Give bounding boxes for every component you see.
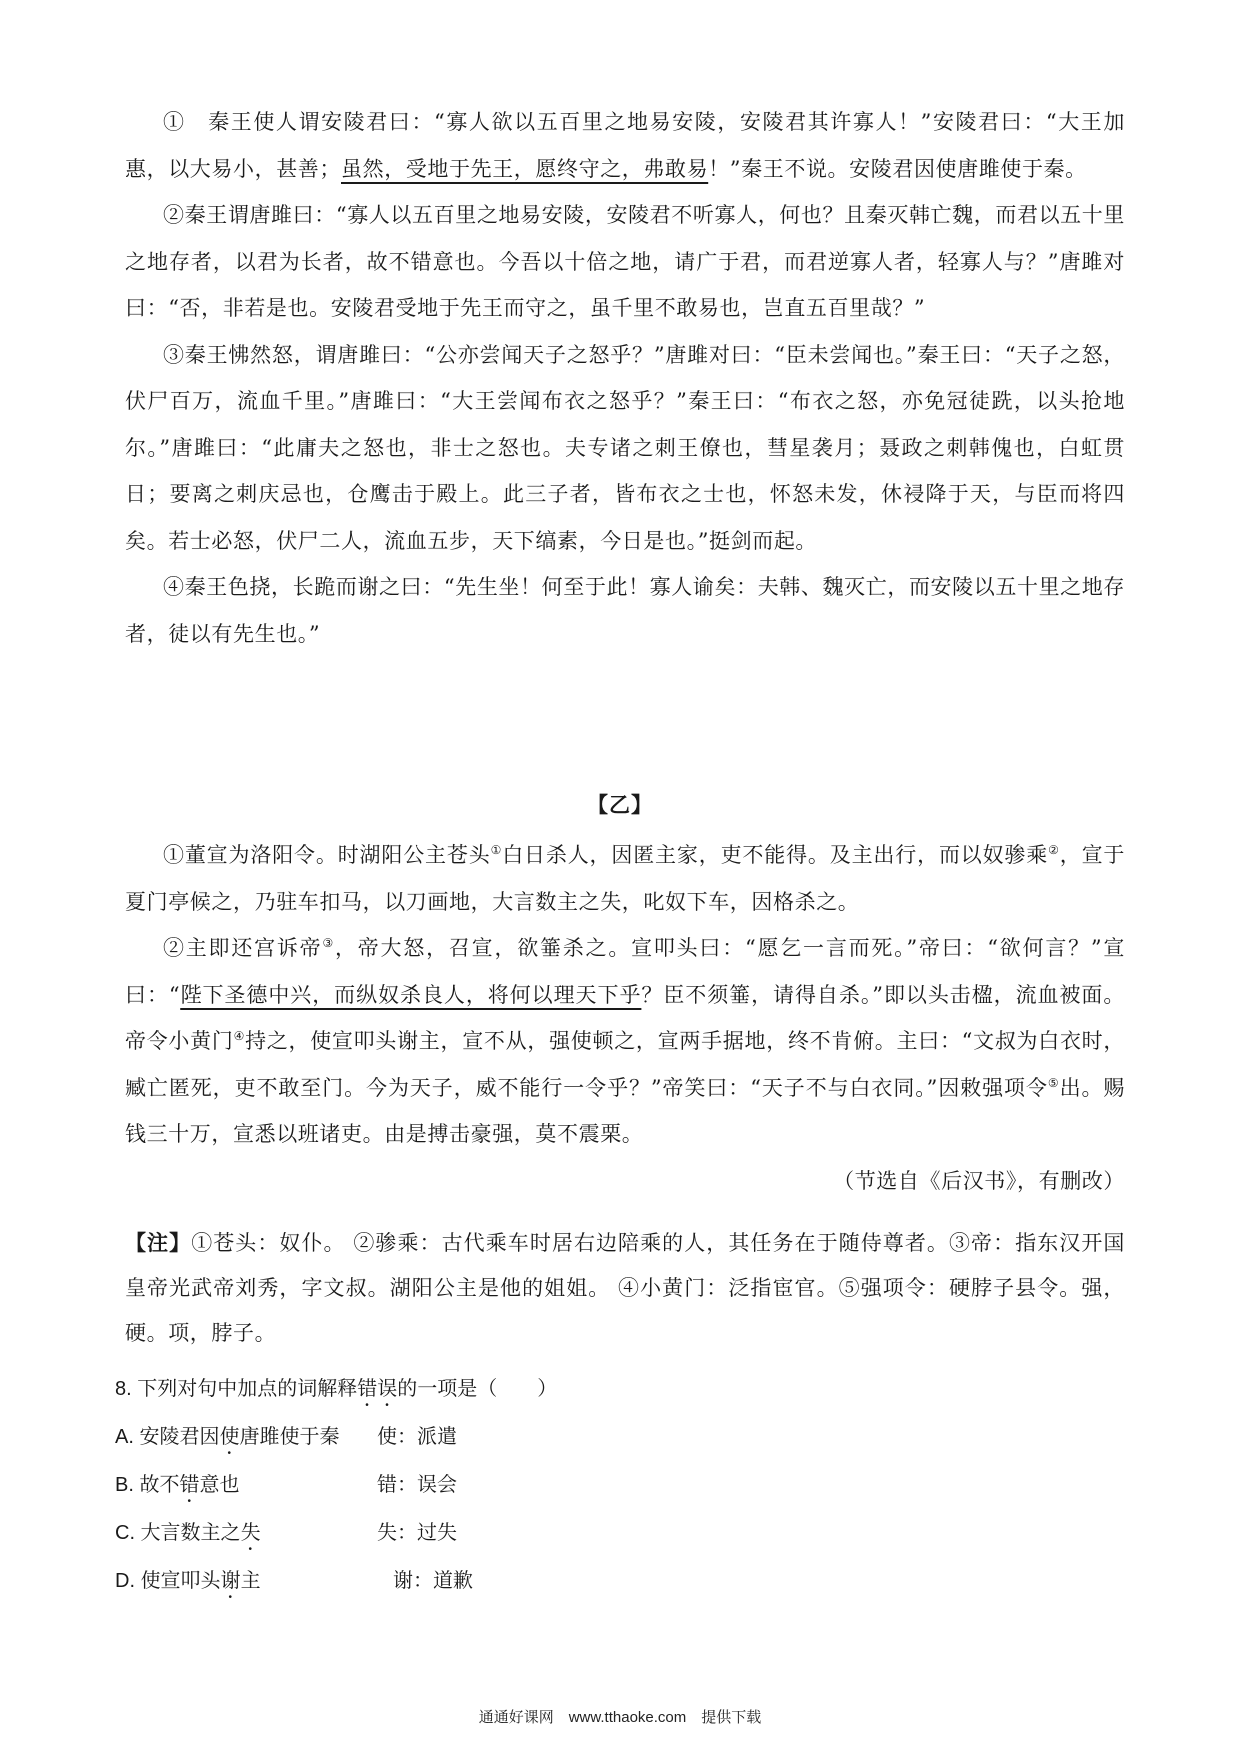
page-footer: 通通好课网 www.tthaoke.com 提供下载 [478,1709,762,1726]
passage-yi [125,832,1125,1204]
footnote-marker: ② [1048,843,1060,857]
option-gloss: 谢：道歉 [393,1570,473,1592]
option-d[interactable]: D. 使宣叩头谢主 谢：道歉 [115,1557,1125,1605]
yi-paragraph-1: ①董宣为洛阳令。时湖阳公主苍头①白日杀人，因匿主家，吏不能得。及主出行，而以奴骖乘②，宣于夏门亭候之，乃驻车扣马，以刀画地，大言数主之失，叱奴下车，因格杀之。 [125,843,1126,914]
option-gloss: 使：派遣 [377,1426,457,1448]
yi-paragraph-2: ②主即还宫诉帝③，帝大怒，召宣，欲箠杀之。宣叩头曰：“愿乞一言而死。”帝曰：“欲何言？”宣曰：“陛下圣德中兴，而纵奴杀良人，将何以理天下乎？臣不须箠，请得自杀。”即以头击楹，流血被面。帝令小黄门④持之，使宣叩头谢主，宣不从，强使顿之，宣两手据地，终不肯俯。主曰：“文叔为白衣时，臧亡匿死，吏不敢至门。今为天子，威不能行一令乎？”帝笑曰：“天子不与白衣同。”因敕强项令⑤出。赐钱三十万，宣悉以班诸吏。由是搏击豪强，莫不震栗。 [125,936,1126,1146]
passage-jia [125,99,1125,657]
question-stem: 8. 下列对句中加点的词解释错误的一项是（ ） [115,1378,558,1400]
option-b[interactable]: B. 故不错意也 错：误会 [115,1461,1125,1509]
source-citation: （节选自《后汉书》，有删改） [833,1168,1125,1193]
jia-paragraph-2: ②秦王谓唐雎曰：“寡人以五百里之地易安陵，安陵君不听寡人，何也？且秦灭韩亡魏，而君以五十里之地存者，以君为长者，故不错意也。今吾以十倍之地，请广于君，而君逆寡人者，轻寡人与？”唐雎对曰：“否，非若是也。安陵君受地于先王而守之，虽千里不敢易也，岂直五百里哉？” [125,203,1125,320]
footnote-marker: ④ [233,1029,246,1043]
annotation-notes [125,1220,1125,1356]
jia-paragraph-1: ① 秦王使人谓安陵君曰：“寡人欲以五百里之地易安陵，安陵君其许寡人！”安陵君曰：“大王加惠，以大易小，甚善；虽然，受地于先王，愿终守之，弗敢易！”秦王不说。安陵君因使唐雎使于秦。 [125,110,1125,181]
option-gloss: 错：误会 [377,1474,457,1496]
option-c[interactable]: C. 大言数主之失 失：过失 [115,1509,1125,1557]
jia-paragraph-3: ③秦王怫然怒，谓唐雎曰：“公亦尝闻天子之怒乎？”唐雎对曰：“臣未尝闻也。”秦王曰：“天子之怒，伏尸百万，流血千里。”唐雎曰：“大王尝闻布衣之怒乎？”秦王曰：“布衣之怒，亦免冠徒跣，以头抢地尔。”唐雎曰：“此庸夫之怒也，非士之怒也。夫专诸之刺王僚也，彗星袭月；聂政之刺韩傀也，白虹贯日；要离之刺庆忌也，仓鹰击于殿上。此三子者，皆布衣之士也，怀怒未发，休祲降于天，与臣而将四矣。若士必怒，伏尸二人，流血五步，天下缟素，今日是也。”挺剑而起。 [125,342,1125,553]
underlined-sentence: 虽然，受地于先王，愿终守之，弗敢易 [341,156,709,181]
question-8 [115,1365,1125,1605]
section-title-yi: 【乙】 [587,792,653,817]
option-gloss: 失：过失 [377,1522,457,1544]
footnote-marker: ③ [322,936,335,950]
footnote-marker: ⑤ [1047,1075,1060,1090]
jia-paragraph-4: ④秦王色挠，长跪而谢之曰：“先生坐！何至于此！寡人谕矣：夫韩、魏灭亡，而安陵以五十里之地存者，徒以有先生也。” [125,575,1125,646]
option-a[interactable]: A. 安陵君因使唐雎使于秦 使：派遣 [115,1413,1125,1461]
underlined-sentence: 陛下圣德中兴，而纵奴杀良人，将何以理天下乎 [180,982,642,1007]
notes-text: ①苍头：奴仆。 ②骖乘：古代乘车时居右边陪乘的人，其任务在于随侍尊者。③帝：指东汉开国皇帝光武帝刘秀，字文叔。湖阳公主是他的姐姐。 ④小黄门：泛指宦官。⑤强项令：硬脖子县令。强，硬。项，脖子。 [125,1231,1125,1345]
notes-label: 【注】 [125,1230,192,1255]
footnote-marker: ① [490,843,503,857]
